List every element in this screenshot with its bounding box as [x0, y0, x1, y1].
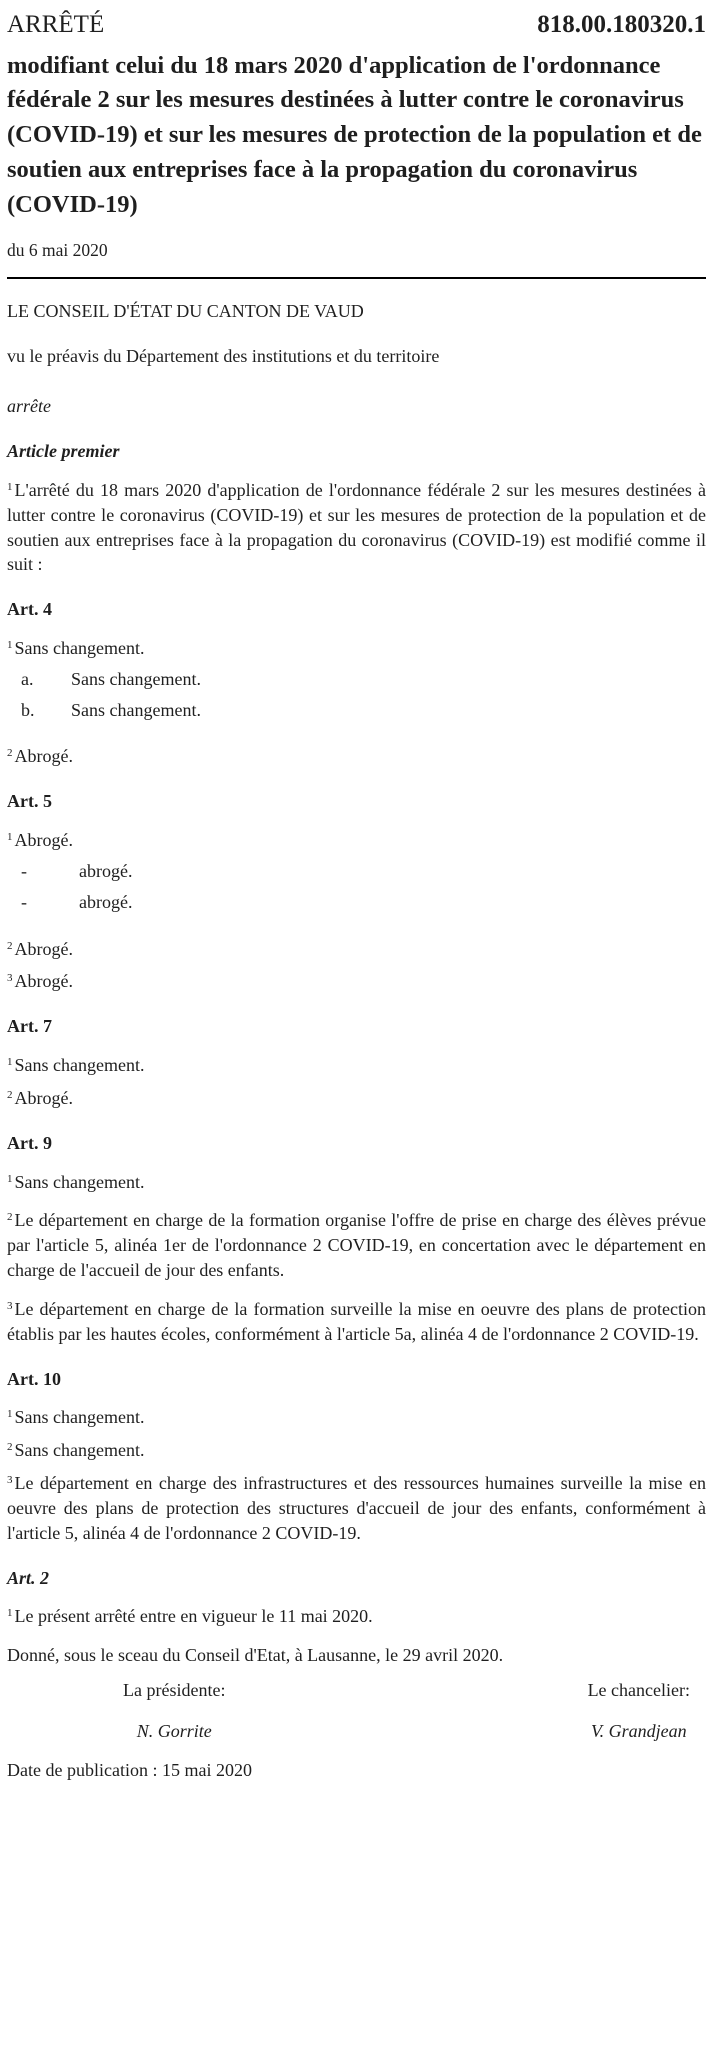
- signature-chancellor: [588, 1678, 690, 1744]
- paragraph-text: Abrogé.: [14, 746, 73, 767]
- paragraph: [7, 937, 706, 962]
- paragraph: [7, 1170, 706, 1195]
- paragraph-number: 1: [7, 1408, 13, 1421]
- article-10-heading: Art. 10: [7, 1368, 61, 1389]
- paragraph: [7, 1405, 706, 1430]
- article-2-heading: Art. 2: [7, 1567, 50, 1588]
- paragraph: [7, 636, 706, 661]
- paragraph: [7, 828, 706, 853]
- document-page: [0, 8, 713, 2051]
- paragraph-text: Abrogé.: [14, 1087, 73, 1108]
- paragraph-number: 2: [7, 1211, 13, 1224]
- paragraph-number: 2: [7, 1441, 13, 1454]
- paragraph-text: Le département en charge des infrastructures et des ressources humaines surveille la mise en oeuvre des plans de protection des structures d'accueil de jour des enfants, conformément à l'article 5, alinéa 4 de l'ordonnance 2 COVID-19.: [7, 1473, 706, 1543]
- paragraph: [7, 1297, 706, 1347]
- signature-title: La présidente:: [123, 1680, 226, 1701]
- paragraph: [7, 1053, 706, 1078]
- article-5-heading: Art. 5: [7, 791, 52, 812]
- council-name: LE CONSEIL D'ÉTAT DU CANTON DE VAUD: [7, 300, 364, 321]
- list-item: [21, 890, 706, 915]
- paragraph-number: 1: [7, 1172, 13, 1185]
- header-divider: [7, 277, 706, 279]
- document-number: 818.00.180320.1: [537, 11, 706, 38]
- signature-president: [123, 1678, 225, 1744]
- paragraph-number: 1: [7, 1607, 13, 1620]
- paragraph-number: 1: [7, 480, 13, 493]
- publication-date: Date de publication : 15 mai 2020: [7, 1759, 252, 1780]
- arrete-line: arrête: [7, 396, 51, 417]
- list-marker: -: [21, 860, 27, 881]
- sub-list: [7, 859, 706, 915]
- signatures: [7, 1678, 706, 1744]
- list-item: [21, 859, 706, 884]
- paragraph-text: Abrogé.: [14, 971, 73, 992]
- sub-list: [7, 667, 706, 723]
- paragraph-text: Sans changement.: [14, 1055, 145, 1076]
- article-9-heading: Art. 9: [7, 1132, 52, 1153]
- paragraph-text: Sans changement.: [14, 1407, 145, 1428]
- list-marker: a.: [21, 668, 34, 689]
- article-premier-heading: Article premier: [7, 441, 120, 462]
- signature-name: N. Gorrite: [136, 1720, 212, 1741]
- paragraph: [7, 1604, 706, 1629]
- paragraph: [7, 1438, 706, 1463]
- signature-name: V. Grandjean: [590, 1720, 687, 1741]
- list-item: [21, 667, 706, 692]
- paragraph-number: 3: [7, 972, 13, 985]
- document-header: [7, 8, 706, 43]
- article-4-heading: Art. 4: [7, 599, 52, 620]
- paragraph-text: Sans changement.: [14, 638, 145, 658]
- paragraph-number: 3: [7, 1474, 13, 1487]
- paragraph-text: L'arrêté du 18 mars 2020 d'application de l'ordonnance fédérale 2 sur les mesures destinées à lutter contre le coronavirus (COVID-19) et sur les mesures de protection de la population et de soutien aux entreprises face à la propagation du coronavirus (COVID-19) est modifié comme il suit :: [7, 479, 706, 575]
- list-text: abrogé.: [79, 891, 133, 912]
- paragraph-number: 1: [7, 831, 13, 844]
- paragraph: [7, 478, 706, 577]
- list-item: [21, 698, 706, 723]
- paragraph-number: 2: [7, 1088, 13, 1101]
- paragraph-text: Abrogé.: [14, 830, 73, 851]
- preavis-line: vu le préavis du Département des institutions et du territoire: [7, 346, 440, 367]
- paragraph: [7, 744, 706, 769]
- document-date: du 6 mai 2020: [7, 240, 108, 261]
- paragraph-text: Sans changement.: [14, 1171, 145, 1192]
- list-marker: b.: [21, 699, 35, 720]
- list-text: Sans changement.: [71, 668, 201, 689]
- paragraph-text: Sans changement.: [14, 1440, 145, 1461]
- closing-formula: Donné, sous le sceau du Conseil d'Etat, à Lausanne, le 29 avril 2020.: [7, 1645, 504, 1666]
- paragraph: [7, 1208, 706, 1282]
- paragraph-number: 3: [7, 1299, 13, 1312]
- signature-title: Le chancelier:: [587, 1680, 690, 1701]
- paragraph-number: 1: [7, 1056, 13, 1069]
- document-type: ARRÊTÉ: [7, 11, 105, 38]
- paragraph: [7, 1471, 706, 1545]
- paragraph: [7, 1086, 706, 1111]
- paragraph-text: Le département en charge de la formation surveille la mise en oeuvre des plans de protection établis par les hautes écoles, conformément à l'article 5a, alinéa 4 de l'ordonnance 2 COVID-19.: [7, 1298, 706, 1344]
- paragraph-number: 2: [7, 747, 13, 760]
- paragraph-text: Abrogé.: [14, 938, 73, 959]
- paragraph-number: 2: [7, 939, 13, 952]
- paragraph-text: Le département en charge de la formation organise l'offre de prise en charge des élèves prévue par l'article 5, alinéa 1er de l'ordonnance 2 COVID-19, en concertation avec le département en charge de l'accueil de jour des enfants.: [7, 1210, 706, 1281]
- list-text: Sans changement.: [71, 699, 201, 720]
- document-title: modifiant celui du 18 mars 2020 d'application de l'ordonnance fédérale 2 sur les mesures destinées à lutter contre le coronavirus (COVID-19) et sur les mesures de protection de la population et de soutien aux entreprises face à la propagation du coronavirus (COVID-19): [7, 51, 702, 218]
- paragraph-number: 1: [7, 639, 13, 651]
- list-marker: -: [21, 891, 27, 912]
- article-7-heading: Art. 7: [7, 1016, 52, 1037]
- paragraph: [7, 969, 706, 994]
- list-text: abrogé.: [79, 860, 133, 881]
- paragraph-text: Le présent arrêté entre en vigueur le 11 mai 2020.: [14, 1606, 373, 1627]
